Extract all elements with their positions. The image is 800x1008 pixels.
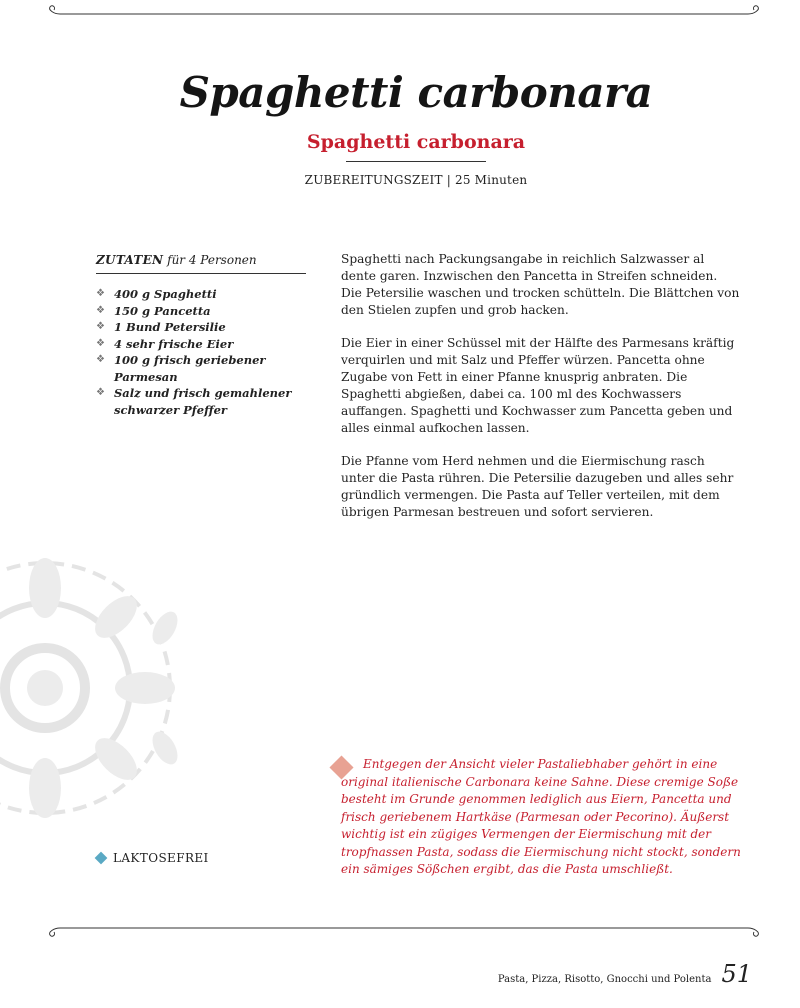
diamond-dot-icon: ❖ [96, 304, 105, 316]
ingredients-panel [96, 253, 306, 418]
diamond-dot-icon: ❖ [96, 354, 105, 365]
prep-time: ZUBEREITUNGSZEIT | 25 Minuten [304, 173, 528, 187]
lace-ornament [0, 528, 195, 848]
instruction-paragraph: Die Eier in einer Schüssel mit der Hälfte des Parmesans kräftig verquirlen und mit Salz und Pfeffer würzen. Pancetta ohne Zugabe von Fett in einer Pfanne knusprig anbraten. Die Spaghetti abgießen, dabei ca. 100 ml des Kochwassers auffangen. Spaghetti und Kochwasser zum Pancetta geben und alles einmal aufkochen lassen. [341, 336, 735, 435]
ingredient-item: ❖ 1 Bund Petersilie [96, 320, 226, 334]
diamond-dot-icon: ❖ [96, 321, 105, 332]
ingredients-heading [96, 253, 306, 274]
bottom-decorative-rule [0, 920, 800, 940]
ingredient-item: ❖ 150 g Pancetta [96, 303, 211, 318]
diamond-dot-icon: ❖ [96, 337, 105, 349]
ingredient-item: ❖ 4 sehr frische Eier [96, 336, 234, 351]
prep-time-label: ZUBEREITUNGSZEIT [304, 173, 443, 187]
lactose-free-badge [94, 851, 209, 865]
instruction-paragraph: Spaghetti nach Packungsangabe in reichlich Salzwasser al dente garen. Inzwischen den Pancetta in Streifen schneiden. Die Petersilie waschen und trocken schütteln. Die Blättchen von den Stielen zupfen und grob hacken. [341, 252, 740, 317]
title-divider [346, 161, 486, 162]
ingredient-item: ❖ Salz und frisch gemahlener schwarzer Pfeffer [96, 386, 292, 417]
ingredients-servings: für 4 Personen [167, 253, 257, 267]
page-number: 51 [721, 960, 752, 988]
recipe-title-subtitle: Spaghetti carbonara [306, 131, 526, 153]
tip-text: Entgegen der Ansicht vieler Pastaliebhaber gehört in eine original italienische Carbonara keine Sahne. Diese cremige Soße besteht im Grunde genommen lediglich aus Eiern, Pancetta und frisch geriebenem Hartkäse (Parmesan oder Pecorino). Äußerst wichtig ist ein zügiges Vermengen der Eiermischung mit der tropfnassen Pasta, sodass die Eiermischung nicht stockt, sondern ein sämiges Sößchen ergibt, das die Pasta umschließt. [341, 757, 741, 876]
instructions [341, 251, 741, 537]
prep-time-value: 25 Minuten [454, 173, 528, 187]
chapter-title: Pasta, Pizza, Risotto, Gnocchi und Polenta [497, 974, 712, 985]
ingredients-title: ZUTATEN [96, 253, 164, 267]
ingredient-item: ❖ 400 g Spaghetti [96, 287, 217, 301]
badge-label: LAKTOSEFREI [113, 851, 209, 865]
page-footer [498, 960, 752, 988]
ingredients-list [96, 286, 306, 418]
instruction-paragraph: Die Pfanne vom Herd nehmen und die Eiermischung rasch unter die Pasta rühren. Die Petersilie dazugeben und alles sehr gründlich vermengen. Die Pasta auf Teller verteilen, mit dem übrigen Parmesan bestreuen und sofort servieren. [341, 454, 734, 519]
diamond-dot-icon: ❖ [96, 288, 105, 299]
ingredient-item: ❖ 100 g frisch geriebener Parmesan [96, 353, 266, 384]
recipe-title-script: Spaghetti carbonara [179, 68, 653, 117]
top-decorative-rule [0, 2, 800, 22]
diamond-dot-icon: ❖ [96, 387, 105, 398]
blue-diamond-icon [94, 851, 108, 865]
